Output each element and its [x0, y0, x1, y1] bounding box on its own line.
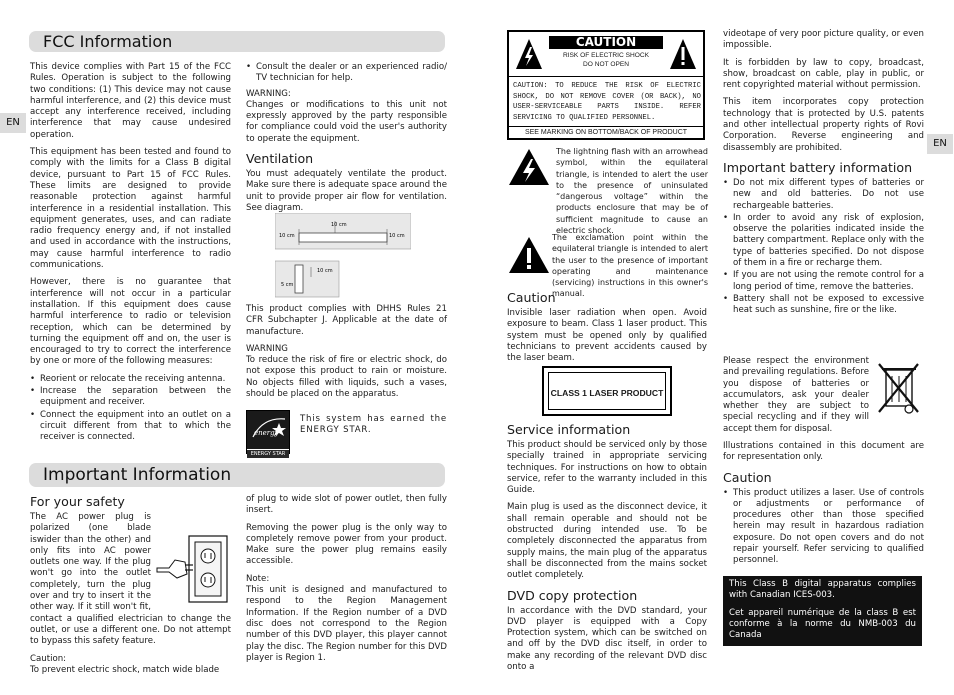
warning2-label: WARNING: [246, 343, 288, 354]
plug-outlet-icon: [155, 532, 231, 606]
fcc-title-bar: [29, 31, 445, 52]
service-title: Service information: [507, 422, 631, 437]
fcc-paragraph-2: This equipment has been tested and found to comply with the limits for a Class B digital device, pursuant to Part 15 of FCC Rules. These limits are designed to provide reasonable protection against harmful interference in a residential installation. This equipment generates, uses, and can radiate radio frequency energy and, if not installed and used in accordance with the instructions, may cause harmful interference to radio communications.: [30, 147, 231, 271]
language-tab: EN: [0, 113, 26, 133]
gap-right-label: 10 cm: [389, 233, 405, 239]
battery-item-1: • Do not mix different types of batteries or new and old batteries. Do not use rechargeable batteries.: [723, 178, 924, 212]
rovi-text: This item incorporates copy protection technology that is protected by U.S. patents and other intellectual property rights of Rovi Corporation. Reverse engineering and disassembly are prohibited.: [723, 97, 924, 153]
copyright-text: It is forbidden by law to copy, broadcast, show, broadcast on cable, play in public, or rent copyrighted material without permission.: [723, 57, 924, 91]
ventilation-text: You must adequately ventilate the product. Make sure there is adequate space around the unit to provide proper air flow for ventilation. See diagram.: [246, 169, 447, 213]
laser-label: [542, 366, 672, 416]
crossed-bin-icon: [876, 360, 922, 416]
service-paragraph-2: Main plug is used as the disconnect device, it shall remain operable and should not be obstructed during intended use. To be completely disconnected the apparatus from supply mains, the main plug of the apparatus shall be disconnected from the mains socket outlet completely.: [507, 502, 707, 581]
language-tab-right: EN: [927, 134, 953, 154]
caution2-title: Caution: [723, 469, 772, 485]
lightning-text: The lightning flash with an arrowhead symbol, within the equilateral triangle, is intended to alert the user to the presence of uninsulated “dangerous voltage” within the products enclosure that may be of sufficient magnitude to cause an electric shock.: [556, 147, 708, 236]
energy-star-logo: [246, 410, 290, 457]
fcc-measure-1: • Reorient or relocate the receiving antenna.: [30, 374, 231, 385]
environment-text: [723, 356, 869, 441]
dhhs-text: This product complies with DHHS Rules 21 CFR Subchapter J. Applicable at the date of manufacture.: [246, 304, 447, 337]
lightning-symbol-icon: [508, 148, 550, 186]
right-column-2: [723, 29, 924, 321]
energy-star-statement: This system has earned the ENERGY STAR.: [300, 414, 447, 436]
laser-caution-title: Caution: [507, 290, 556, 305]
important-title: Important Information: [43, 465, 232, 485]
caution-banner: CAUTION: [549, 36, 663, 49]
caution-label-box: [507, 30, 705, 140]
safety-column-2: [246, 494, 447, 670]
lightning-warning-icon: [515, 38, 543, 70]
battery-item-2: • In order to avoid any risk of explosion, observe the polarities indicated inside the battery compartment. Replace only with the type of batteries specified. Do not dispose of them in a fire or recharge them.: [723, 213, 924, 269]
note-label: Note:: [246, 573, 270, 584]
lightning-explanation: [556, 146, 708, 242]
caution-sub1: RISK OF ELECTRIC SHOCK: [562, 52, 650, 59]
plug-text: of plug to wide slot of power outlet, then fully insert.: [246, 494, 447, 516]
caution-label: Caution:: [30, 653, 67, 664]
svg-text:energy: energy: [254, 429, 279, 437]
canada-french: Cet appareil numérique de la class B est conforme à la norme du NMB-003 du Canada: [729, 607, 916, 641]
energy-star-icon: [247, 411, 291, 445]
right-column-2-lower: [723, 441, 924, 571]
warning-label: WARNING:: [246, 88, 291, 99]
note-text: This unit is designed and manufactured to respond to the Region Management Information. If the Region number of a DVD disc does not correspond to the Region number of this DVD player, this player cannot play the disc. The Region number for this DVD player is Region 1.: [246, 585, 447, 663]
safety-column: [30, 492, 231, 682]
fcc-paragraph-3: However, there is no guarantee that interference will not occur in a particular installation. If this equipment does cause harmful interference to radio or television reception, which can be determined by turning the equipment off and on, the user is encouraged to try to correct the interference by one or more of the following measures:: [30, 277, 231, 367]
exclamation-symbol-icon: [508, 236, 550, 274]
compliance-block: [246, 304, 447, 406]
service-section: [507, 420, 707, 679]
fcc-column-2: [246, 62, 447, 220]
warning-text: Changes or modifications to this unit not expressly approved by the party responsible for compliance could void the user's authority to operate the equipment.: [246, 99, 447, 144]
service-paragraph-1: This product should be serviced only by those specially trained in appropriate servicing techniques. For instructions on how to obtain service, refer to the warranty included in this Guide.: [507, 440, 707, 496]
dvd-continued: videotape of very poor picture quality, or even impossible.: [723, 29, 924, 51]
canada-compliance-box: [723, 576, 922, 646]
fcc-measures-list: [30, 374, 231, 444]
safety-title: For your safety: [30, 494, 125, 509]
outlet-illustration: [155, 532, 231, 606]
dvd-text: In accordance with the DVD standard, your DVD player is equipped with a Copy Protection system, which can be switched on and off by the DVD disc itself, in order to make any recording of the relevant DVD disc onto a: [507, 605, 707, 673]
gap-left-label: 10 cm: [279, 233, 295, 239]
laser-caution-text: Invisible laser radiation when open. Avoid exposure to beam. Class 1 laser product. This system must be opened only by qualified technicians to prevent accidents caused by the laser beam.: [507, 308, 707, 364]
battery-item-3: • If you are not using the remote control for a long period of time, remove the batteries.: [723, 270, 924, 293]
safety-paragraph: The AC power plug is polarized (one blade iswider than the other) and only fits into AC power outlets one way. If the plug won't go into the outlet completely, turn the plug over and try to insert it the other way. If it still won't fit, contact a qualified electrician to change the outlet, or use a different one. Do not attempt to bypass this safety feature.: [30, 512, 231, 647]
ventilation-diagram-svg: [275, 213, 411, 299]
laser-label-text: CLASS 1 LASER PRODUCT: [548, 372, 666, 410]
caution2-text: • This product utilizes a laser. Use of controls or adjustments or performance of procedures other than those specified herein may result in hazardous radiation exposure. Do not open covers and do not repair yourself. Refer servicing to qualified personnel.: [723, 488, 924, 567]
fcc-title: FCC Information: [43, 32, 173, 51]
gap-top2-label: 10 cm: [317, 268, 333, 274]
battery-title: Important battery information: [723, 159, 913, 175]
important-title-bar: [29, 463, 445, 487]
power-plug-text: Removing the power plug is the only way to completely remove power from your product. Make sure the power plug remains easily accessible.: [246, 522, 447, 567]
warning2-text: To reduce the risk of fire or electric shock, do not expose this product to rain or moisture. No objects filled with liquids, such a vases, should be placed on the apparatus.: [246, 355, 447, 400]
exclamation-text: The exclamation point within the equilateral triangle is intended to alert the user to the presence of important operating and maintenance (servicing) instructions in this owner's manual.: [552, 233, 708, 299]
gap-top-label: 10 cm: [331, 222, 347, 228]
canada-english: This Class B digital apparatus complies with Canadian ICES-003.: [729, 579, 916, 601]
gap-back-label: 5 cm: [281, 282, 294, 288]
caution-box-text: CAUTION: TO REDUCE THE RISK OF ELECTRIC SHOCK, DO NOT REMOVE COVER (OR BACK), NO USER-SERVICEABLE PARTS INSIDE. REFER SERVICING TO QUALIFIED PERSONNEL.: [513, 82, 701, 122]
illustrations-text: Illustrations contained in this document are for representation only.: [723, 441, 924, 463]
ventilation-diagram: [275, 213, 411, 299]
energy-star-caption: ENERGY STAR: [247, 449, 289, 458]
fcc-measure-4: • Consult the dealer or an experienced radio/ TV technician for help.: [246, 62, 447, 85]
fcc-column-1: [30, 62, 231, 448]
fcc-measure-3: • Connect the equipment into an outlet on a circuit different from that to which the receiver is connected.: [30, 410, 231, 444]
battery-item-4: • Battery shall not be exposed to excessive heat such as sunshine, fire or the like.: [723, 294, 924, 317]
fcc-measure-2: • Increase the separation between the equipment and receiver.: [30, 386, 231, 409]
caution-text: To prevent electric shock, match wide blade: [30, 664, 220, 675]
energy-star-text: [300, 414, 447, 443]
fcc-paragraph-1: This device complies with Part 15 of the FCC Rules. Operation is subject to the following two conditions: (1) This device may not cause harmful interference, and (2) this device must accept any interference received, including interference that may cause undesired operation.: [30, 62, 231, 140]
caution-sub2: DO NOT OPEN: [582, 61, 630, 68]
dvd-title: DVD copy protection: [507, 587, 638, 603]
exclamation-warning-icon: [669, 38, 697, 70]
caution-box-footer: SEE MARKING ON BOTTOM/BACK OF PRODUCT: [509, 126, 703, 138]
battery-list: [723, 178, 924, 317]
ventilation-title: Ventilation: [246, 151, 314, 167]
environment-paragraph: Please respect the environment and prevailing regulations. Before you dispose of batteries or accumulators, ask your dealer whether they are subject to special recycling and if they will accept them for disposal.: [723, 356, 869, 434]
laser-caution-section: [507, 288, 707, 370]
